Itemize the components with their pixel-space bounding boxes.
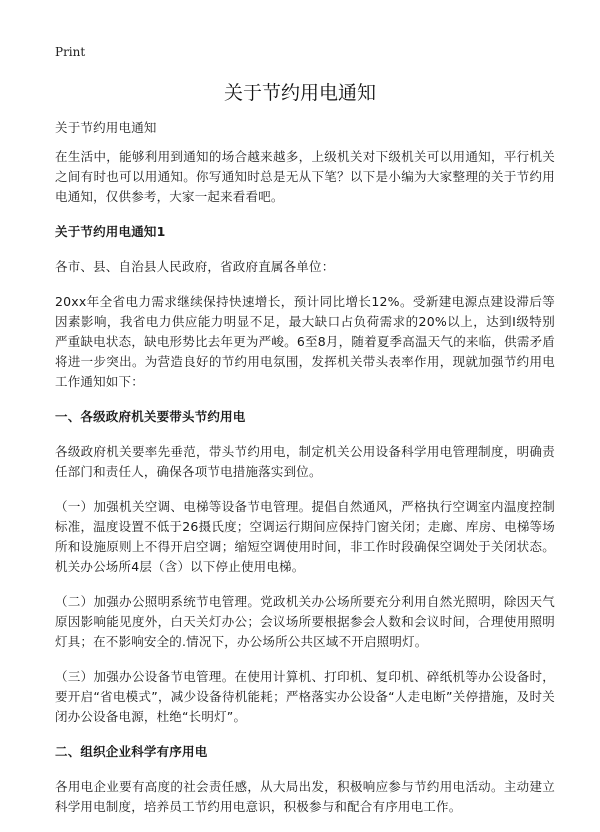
background-paragraph: 20xx年全省电力需求继续保持快速增长，预计同比增长12%。受新建电源点建设滞后等因素影响，我省电力供应能力明显不足，最大缺口占负荷需求的20%以上，达到Ⅰ级特别严重缺电状态，缺电形势比去年更为严峻。6至8月，随着夏季高温天气的来临，供需矛盾将进一步突出。为营造良好的节约用电氛围，发挥机关带头表率作用，现就加强节约用电工作通知如下： [55, 294, 555, 389]
item1-paragraph: （一）加强机关空调、电梯等设备节电管理。提倡自然通风，严格执行空调室内温度控制标准，温度设置不低于26摄氏度；空调运行期间应保持门窗关闭；走廊、库房、电梯等场所和设施原则上不得开启空调；缩短空调使用时间，非工作时段确保空调处于关闭状态。机关办公场所4层（含）以下停止使用电梯。 [55, 499, 555, 574]
section1-heading: 一、各级政府机关要带头节约用电 [55, 409, 246, 424]
document-subtitle: 关于节约用电通知 [55, 120, 157, 135]
print-link[interactable]: Print [55, 45, 86, 59]
section2-intro-paragraph: 各用电企业要有高度的社会责任感，从大局出发，积极响应参与节约用电活动。主动建立科学用电制度，培养员工节约用电意识，积极参与和配合有序用电工作。 [55, 779, 555, 814]
intro-paragraph: 在生活中，能够利用到通知的场合越来越多，上级机关对下级机关可以用通知，平行机关之间有时也可以用通知。你写通知时总是无从下笔？以下是小编为大家整理的关于节约用电通知，仅供参考，大家一起来看看吧。 [55, 149, 555, 204]
item3-paragraph: （三）加强办公设备节电管理。在使用计算机、打印机、复印机、碎纸机等办公设备时，要开启“省电模式”，减少设备待机能耗；严格落实办公设备“人走电断”关停措施，及时关闭办公设备电源，杜绝“长明灯”。 [55, 669, 555, 724]
document-body [55, 118, 555, 832]
section2-heading: 二、组织企业科学有序用电 [55, 744, 208, 759]
document-title: 关于节约用电通知 [223, 82, 376, 104]
section1-intro-paragraph: 各级政府机关要率先垂范，带头节约用电，制定机关公用设备科学用电管理制度，明确责任部门和责任人，确保各项节电措施落实到位。 [55, 444, 555, 479]
notice1-heading: 关于节约用电通知1 [55, 224, 166, 239]
salutation-paragraph: 各市、县、自治县人民政府，省政府直属各单位： [55, 259, 335, 274]
item2-paragraph: （二）加强办公照明系统节电管理。党政机关办公场所要充分利用自然光照明，除因天气原因影响能见度外，白天关灯办公；会议场所要根据参会人数和会议时间，合理使用照明灯具；在不影响安全的.情况下，办公场所公共区域不开启照明灯。 [55, 594, 555, 649]
